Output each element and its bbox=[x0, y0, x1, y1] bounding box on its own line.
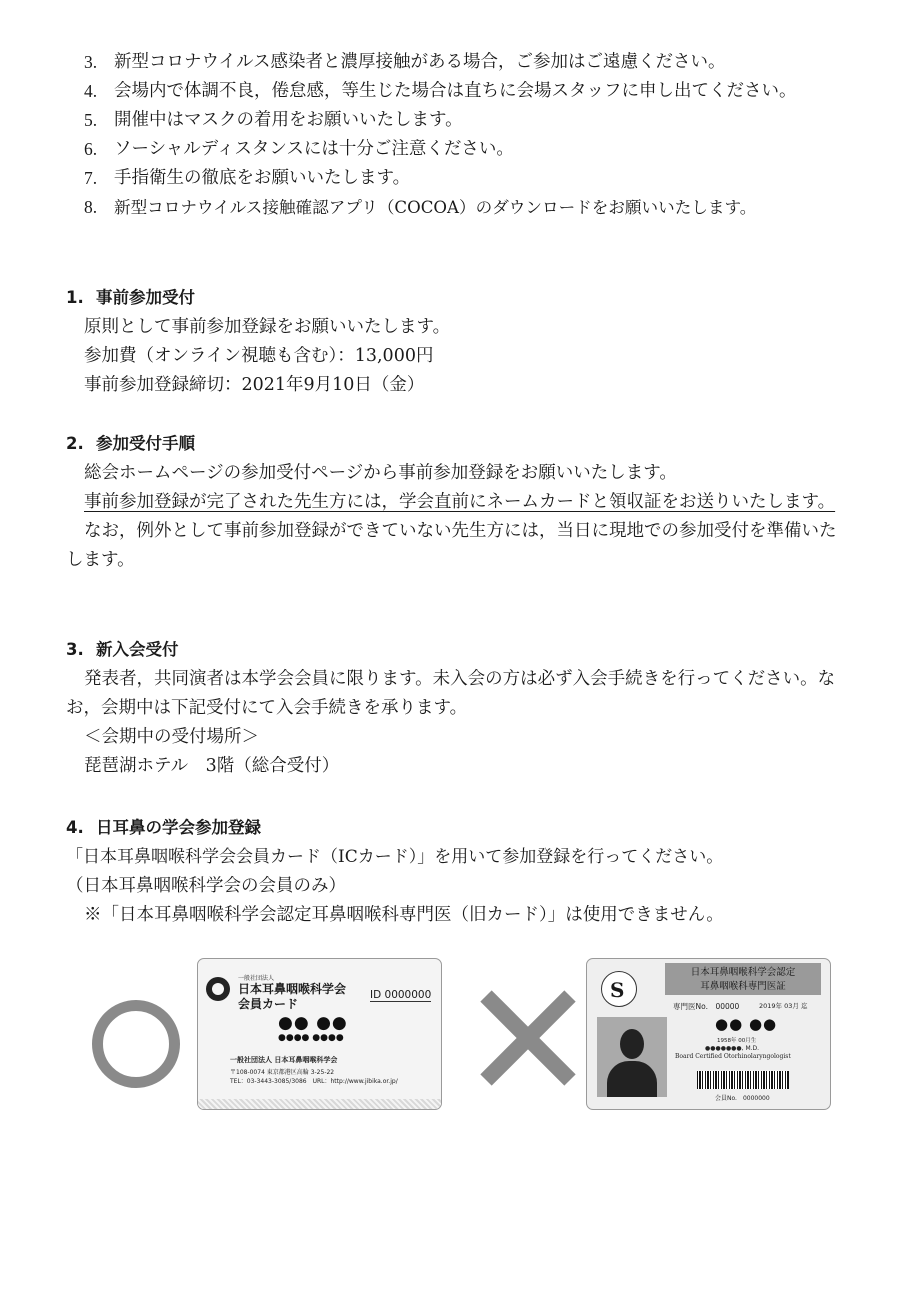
section-title: 参加受付手順 bbox=[96, 434, 195, 453]
section-number: 2. bbox=[66, 434, 84, 453]
old-card-birth: 1958年 00月生 bbox=[717, 1038, 757, 1044]
list-item bbox=[84, 48, 844, 77]
cross-ng-icon bbox=[478, 988, 578, 1088]
section-heading bbox=[66, 430, 841, 458]
section-heading bbox=[66, 284, 841, 312]
list-text: 手指衛生の徹底をお願いいたします。 bbox=[114, 168, 411, 188]
section-advance-registration bbox=[66, 284, 841, 400]
list-text: 開催中はマスクの着用をお願いいたします。 bbox=[114, 110, 463, 130]
section-heading bbox=[66, 814, 841, 842]
paragraph: なお，例外として事前参加登録ができていない先生方には，当日に現地での参加受付を準備いたします。 bbox=[66, 521, 837, 570]
list-number: 3. bbox=[84, 52, 98, 72]
section-number: 4. bbox=[66, 818, 84, 837]
old-card-md: ●●●●●●●, M.D. bbox=[705, 1045, 760, 1052]
section-number: 1. bbox=[66, 288, 84, 307]
section-title: 事前参加受付 bbox=[96, 288, 195, 307]
list-item bbox=[84, 164, 844, 193]
circle-ok-icon bbox=[92, 1000, 180, 1088]
list-number: 7. bbox=[84, 168, 98, 188]
section-registration-procedure bbox=[66, 430, 841, 575]
card-org-small: 一般社団法人 bbox=[238, 975, 275, 982]
underlined-notice: 事前参加登録が完了された先生方には，学会直前にネームカードと領収証をお送りいたします。 bbox=[84, 492, 836, 512]
section-heading bbox=[66, 636, 841, 664]
list-item bbox=[84, 135, 844, 164]
barcode-icon bbox=[697, 1071, 789, 1089]
ic-member-card bbox=[197, 958, 442, 1110]
card-type: 会員カード bbox=[238, 997, 299, 1011]
list-text: 会場内で体調不良，倦怠感，等生じた場合は直ちに会場スタッフに申し出てください。 bbox=[114, 81, 797, 101]
society-seal-icon: S bbox=[601, 971, 637, 1007]
underlined-paragraph-wrap bbox=[66, 488, 841, 517]
list-number: 6. bbox=[84, 139, 98, 159]
warning-note: ※「日本耳鼻咽喉科学会認定耳鼻咽喉科専門医（旧カード）」は使用できません。 bbox=[84, 905, 724, 925]
deadline-line: 事前参加登録締切：2021年9月10日（金） bbox=[84, 375, 425, 395]
old-card-member-no: 会員No. 0000000 bbox=[715, 1095, 770, 1102]
venue-location: 琵琶湖ホテル 3階（総合受付） bbox=[84, 756, 340, 776]
paragraph: 総会ホームページの参加受付ページから事前参加登録をお願いいたします。 bbox=[84, 463, 677, 483]
list-item bbox=[84, 77, 844, 106]
card-issuer: 一般社団法人 日本耳鼻咽喉科学会 bbox=[230, 1056, 338, 1064]
venue-label: ＜会期中の受付場所＞ bbox=[84, 727, 259, 747]
card-kana-mask: ●●●● ●●●● bbox=[278, 1033, 344, 1043]
old-card-board: Board Certified Otorhinolaryngologist bbox=[675, 1053, 791, 1060]
old-card-title2: 耳鼻咽喉科専門医証 bbox=[700, 981, 786, 992]
list-item bbox=[84, 193, 844, 222]
paragraph: 原則として事前参加登録をお願いいたします。 bbox=[84, 317, 451, 337]
old-specialist-card bbox=[586, 958, 831, 1110]
paragraph: 「日本耳鼻咽喉科学会会員カード（ICカード）」を用いて参加登録を行ってください。 bbox=[66, 847, 724, 867]
card-illustration bbox=[0, 948, 900, 1118]
list-item bbox=[84, 106, 844, 135]
paragraph-note: （日本耳鼻咽喉科学会の会員のみ） bbox=[66, 876, 346, 896]
section-jibika-registration bbox=[66, 814, 841, 930]
card-contact: TEL：03-3443-3085/3086 URL：http://www.jibika.or.jp/ bbox=[230, 1078, 398, 1085]
card-address: 〒108-0074 東京都港区高輪 3-25-22 bbox=[230, 1069, 335, 1076]
section-new-membership bbox=[66, 636, 841, 781]
section-title: 新入会受付 bbox=[96, 640, 179, 659]
list-text: ソーシャルディスタンスには十分ご注意ください。 bbox=[114, 139, 514, 159]
fee-line: 参加費（オンライン視聴も含む）：13,000円 bbox=[84, 346, 434, 366]
old-card-date: 2019年 03月 迄 bbox=[759, 1002, 808, 1010]
society-logo-icon bbox=[206, 977, 230, 1001]
paragraph: 発表者，共同演者は本学会会員に限ります。未入会の方は必ず入会手続きを行ってください。なお，会期中は下記受付にて入会手続きを承ります。 bbox=[66, 669, 836, 718]
old-card-name-mask: ●● ●● bbox=[715, 1015, 778, 1033]
card-name-mask: ●● ●● bbox=[278, 1013, 348, 1033]
section-number: 3. bbox=[66, 640, 84, 659]
list-number: 4. bbox=[84, 81, 98, 101]
list-text: 新型コロナウイルス接触確認アプリ（COCOA）のダウンロードをお願いいたします。 bbox=[114, 198, 757, 217]
section-title: 日耳鼻の学会参加登録 bbox=[96, 818, 261, 837]
portrait-photo bbox=[597, 1017, 667, 1097]
card-org-name: 日本耳鼻咽喉科学会 bbox=[238, 982, 347, 996]
card-id: ID 0000000 bbox=[370, 989, 432, 1001]
precaution-list bbox=[84, 48, 844, 222]
list-number: 8. bbox=[84, 197, 98, 217]
list-text: 新型コロナウイルス感染者と濃厚接触がある場合，ご参加はご遠慮ください。 bbox=[114, 52, 726, 72]
old-card-title1: 日本耳鼻咽喉科学会認定 bbox=[690, 967, 796, 978]
old-card-cert-no: 専門医No. 00000 bbox=[673, 1002, 740, 1011]
list-number: 5. bbox=[84, 110, 98, 130]
